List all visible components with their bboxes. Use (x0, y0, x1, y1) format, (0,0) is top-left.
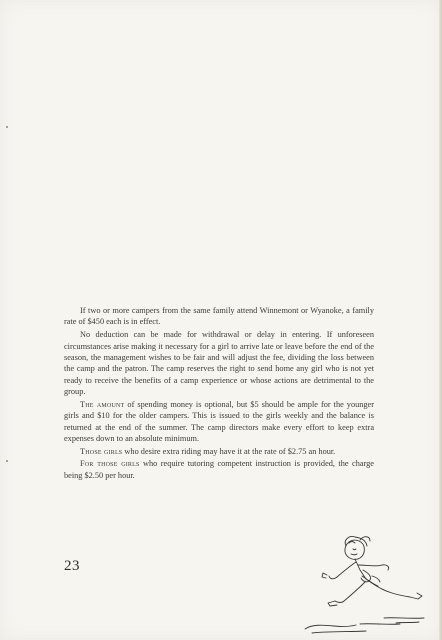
margin-mark (6, 126, 8, 128)
paragraph-extra-riding (64, 446, 374, 457)
margin-mark (6, 460, 8, 462)
paragraph-text: If two or more campers from the same family attend Winnemont or Wyanoke, a family rate of $450 each is in effect. (64, 306, 374, 327)
paragraph-text: who desire extra riding may have it at the rate of $2.75 an hour. (122, 446, 336, 456)
paragraph-spending-money (64, 399, 374, 445)
paragraph-no-deduction (64, 329, 374, 397)
body-text (64, 305, 374, 483)
paragraph-lead: Those girls (80, 446, 123, 456)
paragraph-text: No deduction can be made for withdrawal or delay in entering. If unforeseen circumstances arise making it necessary for a girl to arrive late or leave before the end of the season, the management wishes to be fair and will adjust the fee, dividing the loss between the camp and the patron. The camp reserves the right to send home any girl who is not yet ready to receive the benefits of a camp experience or whose actions are detrimental to the group. (64, 330, 374, 397)
page-number: 23 (64, 558, 80, 574)
paragraph-text: of spending money is optional, but $5 should be ample for the younger girls and $10 for the older campers. This is issued to the girls weekly and the balance is returned at the end of the summer. The camp directors make every effort to keep extra expenses down to an absolute minimum. (64, 399, 374, 444)
paragraph-tutoring (64, 458, 374, 481)
running-girl-sketch (300, 530, 435, 636)
paragraph-family-rate (64, 305, 374, 328)
paragraph-lead: The amount (80, 399, 125, 409)
paragraph-text: who require tutoring competent instruction is provided, the charge being $2.50 per hour. (64, 459, 374, 480)
paragraph-lead: For those girls (80, 459, 140, 469)
